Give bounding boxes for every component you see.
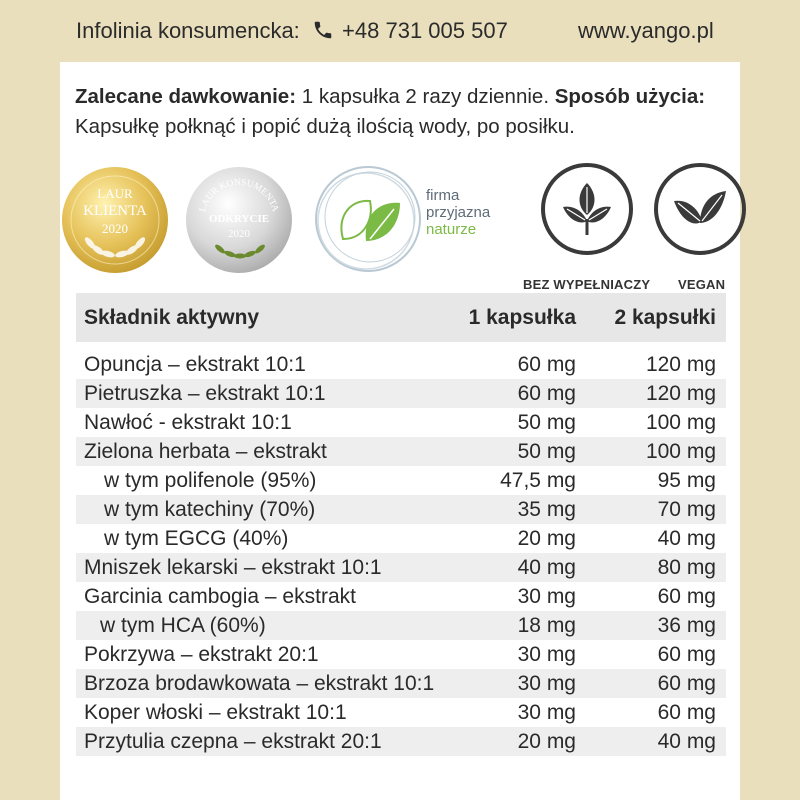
dose-two-capsules: 80 mg — [586, 553, 726, 582]
ingredient-name: Pokrzywa – ekstrakt 20:1 — [84, 643, 319, 666]
header-one-capsule: 1 kapsułka — [448, 293, 586, 342]
ingredient-name: Garcinia cambogia – ekstrakt — [84, 585, 356, 608]
hotline-label: Infolinia konsumencka: — [76, 18, 300, 43]
ingredient-name: Zielona herbata – ekstrakt — [76, 437, 448, 466]
dose-one-capsule: 20 mg — [448, 727, 586, 756]
phone-number[interactable]: +48 731 005 507 — [342, 18, 508, 43]
dose-two-capsules: 120 mg — [645, 353, 716, 376]
laur-konsumenta-line1: ODKRYCIE — [208, 213, 270, 225]
dose-two-capsules: 95 mg — [657, 469, 716, 492]
table-row — [76, 553, 726, 582]
ingredient-name: Brzoza brodawkowata – ekstrakt 10:1 — [76, 669, 448, 698]
dose-one-capsule: 50 mg — [517, 411, 576, 434]
usage-label: Sposób użycia: — [554, 85, 706, 108]
dose-two-capsules: 70 mg — [586, 495, 726, 524]
table-row — [76, 669, 726, 698]
dose-one-capsule: 50 mg — [448, 437, 586, 466]
laur-konsumenta-badge — [184, 165, 294, 275]
table-row — [76, 437, 726, 466]
dose-two-capsules: 100 mg — [586, 437, 726, 466]
dosage-value: 1 kapsułka 2 razy dziennie. — [296, 85, 555, 108]
header-bar — [0, 0, 800, 62]
dose-one-capsule: 40 mg — [448, 553, 586, 582]
dose-one-capsule: 30 mg — [517, 701, 576, 724]
ingredient-name: Przytulia czepna – ekstrakt 20:1 — [76, 727, 448, 756]
dose-one-capsule: 30 mg — [517, 585, 576, 608]
laur-klienta-line2: KLIENTA — [83, 203, 147, 219]
table-row — [76, 379, 726, 408]
ingredient-name: Opuncja – ekstrakt 10:1 — [84, 353, 306, 376]
header-two-capsules: 2 kapsułki — [586, 293, 726, 342]
table-row — [76, 466, 726, 495]
ingredient-name: Mniszek lekarski – ekstrakt 10:1 — [76, 553, 448, 582]
no-fillers-icon — [539, 161, 635, 257]
dose-two-capsules: 120 mg — [586, 379, 726, 408]
ingredient-name: w tym HCA (60%) — [76, 611, 448, 640]
no-fillers-label: BEZ WYPEŁNIACZY — [523, 277, 651, 292]
table-row — [76, 640, 726, 669]
laur-klienta-line1: LAUR — [97, 186, 133, 201]
eco-leaf-badge — [308, 159, 428, 279]
hotline — [76, 18, 508, 44]
eco-text — [426, 187, 490, 238]
dose-two-capsules: 40 mg — [586, 727, 726, 756]
dose-one-capsule: 20 mg — [517, 527, 576, 550]
dose-one-capsule: 30 mg — [517, 643, 576, 666]
ingredient-name: Koper włoski – ekstrakt 10:1 — [84, 701, 347, 724]
table-header-row — [76, 293, 726, 342]
table-row — [76, 727, 726, 756]
ingredient-name: w tym EGCG (40%) — [104, 527, 289, 550]
dose-two-capsules: 60 mg — [657, 643, 716, 666]
table-row — [76, 524, 726, 553]
dose-one-capsule: 30 mg — [448, 669, 586, 698]
ingredients-table — [76, 293, 726, 756]
dose-one-capsule: 60 mg — [517, 353, 576, 376]
table-row — [76, 495, 726, 524]
ingredient-name: w tym polifenole (95%) — [104, 469, 317, 492]
dose-two-capsules: 40 mg — [657, 527, 716, 550]
table-row — [76, 408, 726, 437]
leaf-icon — [341, 201, 400, 241]
table-row — [76, 582, 726, 611]
vegan-icon — [652, 161, 748, 257]
table-row — [76, 611, 726, 640]
ingredient-name: Nawłoć - ekstrakt 10:1 — [84, 411, 292, 434]
dose-two-capsules: 60 mg — [657, 585, 716, 608]
laur-konsumenta-year: 2020 — [228, 228, 250, 240]
eco-line2: przyjazna — [426, 204, 491, 221]
header-ingredient: Składnik aktywny — [76, 293, 448, 342]
dose-two-capsules: 60 mg — [586, 669, 726, 698]
eco-line3: naturze — [426, 221, 477, 238]
table-row — [76, 350, 726, 379]
dosage-label: Zalecane dawkowanie: — [75, 85, 297, 108]
dose-one-capsule: 47,5 mg — [500, 469, 576, 492]
ingredient-name: w tym katechiny (70%) — [76, 495, 448, 524]
website-link[interactable]: www.yango.pl — [578, 18, 714, 43]
table-spacer — [76, 342, 726, 350]
usage-value: Kapsułkę połknąć i popić dużą ilością wody, po posiłku. — [75, 115, 575, 138]
dose-one-capsule: 35 mg — [448, 495, 586, 524]
laur-konsumenta-arc: LAUR KONSUMENTA — [198, 177, 280, 214]
dose-two-capsules: 100 mg — [645, 411, 716, 434]
laur-klienta-badge — [60, 165, 170, 275]
ingredient-name: Pietruszka – ekstrakt 10:1 — [76, 379, 448, 408]
laur-klienta-year: 2020 — [102, 221, 128, 236]
dose-two-capsules: 36 mg — [586, 611, 726, 640]
dose-two-capsules: 60 mg — [657, 701, 716, 724]
dosage-text — [75, 82, 735, 142]
eco-line1: firma — [426, 187, 460, 204]
dose-one-capsule: 18 mg — [448, 611, 586, 640]
vegan-label: VEGAN — [678, 277, 726, 292]
content-panel — [60, 62, 740, 800]
table-row — [76, 698, 726, 727]
dose-one-capsule: 60 mg — [448, 379, 586, 408]
phone-icon — [312, 19, 334, 41]
